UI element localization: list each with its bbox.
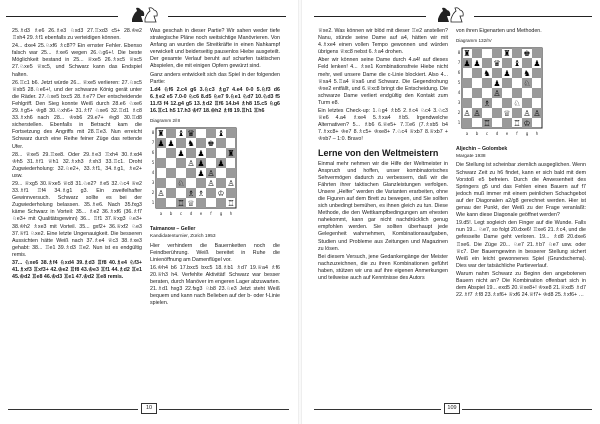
page-number: 109 (444, 403, 460, 414)
svg-text:3: 3 (457, 100, 461, 106)
chess-piece: ♜ (503, 49, 511, 59)
chess-piece: ♘ (513, 99, 521, 109)
diagram-label: Diagramm 132/IV (456, 38, 492, 44)
chess-piece: ♗ (197, 189, 205, 199)
paragraph: 28... ♕xe5 29.♖xe8. Oder 29.♗e3 ♖xh4 30.♗xd4 ♔h5 31.♗f1 ♕h1 32.♗xh3 ♗xh3 33.♖c1. Droht Zugwiederholung: 32.♘e2+, 33.♗f1, 34.♗g1, ♗e2+ usw. (12, 151, 142, 179)
paragraph: 26.♖c1 b6. Jetzt würde 26... ♕xe5 verlieren: 27.♘xc5 ♕xb5 28.♘e6+!, und der schwarze König gerät unter die Räder. 27.♘xe5 bxc5 28.♗e7? Der entscheidende Fehlgriff. Den Sieg konnte Weiß durch 28.e6 ♘xe6 29.♗g5+ ♔g8 30.♘xh6+ 31.♗f7 ♘xe6 32.♖d1 ♗c8 33.♗xh6 nach 28... ♔xb6 29.e7+ ♔g8 30.♖d8 sicherstellen. Ebenfalls in Betracht kam die Fortsetzung des Angriffs mit 28.♖e3. Nun erreicht Schwarz durch eine Reihe feiner Züge das rettende Ufer. (12, 79, 142, 150)
header-rule-left (314, 16, 426, 17)
header-rule-left (6, 16, 118, 17)
paragraph: 16.♔h4 b6 17.bxc5 bxc5 18.♗b1 ♗d7 19.♕a4 ♗f6 20.♕h3 h4. Verfehlte Aktivität! Schwarz war besser beraten, durch Manöver im engeren Lager abzuwarten. 21.♗d1 hxg3 22.fxg3 ♘b8 23.♘e3 Jetzt steht Weiß bequem und kann nach Belieben auf der b- oder f-Linie spielen. (150, 264, 280, 307)
header-rule-right (474, 16, 592, 17)
svg-text:a: a (159, 211, 163, 217)
chess-piece: ♟ (197, 169, 205, 179)
page-number: 10 (141, 403, 157, 414)
move-list: 1.d4 ♘f6 2.c4 g6 3.♘c3 ♗g7 4.e4 0-0 5.♘f3 d6 6.♗e2 e5 7.0-0 ♘c6 8.d5 ♘e7 9.♘e1 ♘d7 10.♘d3 f5 11.f3 f4 12.g4 g5 13.♗d2 ♖f6 14.b4 ♗h8 15.c5 ♘g6 16.♖c1 h5 17.h3 ♔f7 18.♔h2 ♗f8 19.♖h1 ♖h6 (150, 86, 280, 115)
svg-text:3: 3 (151, 180, 155, 186)
chess-piece: ♙ (187, 159, 195, 169)
chess-piece: ♖ (483, 119, 491, 129)
svg-text:1: 1 (457, 120, 461, 126)
chess-piece: ♙ (533, 109, 541, 119)
knight-logo-icon (128, 4, 158, 24)
chess-piece: ♞ (523, 69, 531, 79)
paragraph: Warum nahm Schwarz zu Beginn den angebotenen Bauern nicht an? Die Kombination offenbart sich in dem Abspiel 19... exd5 20.♕xe8+! ♔xe8 21.♕xd5 ♗d7 22.♗f7 ♗f8 23.♗xf6+ ♕xf6 24.♕f7+ ♔d8 25.♗xf6+ … (456, 270, 586, 299)
chessboard (150, 126, 242, 222)
chess-piece: ♖ (177, 199, 185, 209)
svg-text:c: c (485, 131, 489, 137)
footer-rule (8, 409, 138, 410)
chess-piece: ♕ (503, 109, 511, 119)
chess-piece: ♟ (177, 149, 185, 159)
chess-piece: ♘ (177, 179, 185, 189)
chess-piece: ♚ (207, 139, 215, 149)
chess-piece: ♝ (177, 129, 185, 139)
chess-piece: ♞ (483, 69, 491, 79)
chess-diagram (456, 46, 586, 160)
right-column-1 (318, 28, 448, 283)
svg-text:7: 7 (457, 60, 461, 66)
svg-text:h: h (229, 211, 233, 217)
left-column-2 (150, 28, 280, 308)
paragraph: ♕xe2. Was können wir blöd mit dieser ♖e2 anstellen? Nanu, stünde seine Dame auf a4, hätten wir mit 4.♗xe4 einen vollen Tempo gewonnen und würden übrigens ♕xc8 nebst 6.♗a4 drohen. (318, 28, 448, 56)
left-column-1 (12, 28, 142, 282)
svg-text:e: e (505, 131, 509, 137)
svg-text:d: d (495, 131, 499, 137)
chess-piece: ♛ (187, 129, 195, 139)
footer-rule (314, 409, 441, 410)
paragraph: Einmal mehr nehmen wir die Hilfe der Weltmeister in Anspruch und hoffen, unser kombinatorisches Sehvermögen dadurch zu verbessern, daß wir die Fährten ihrer taktischen Glanzleistungen verfolgen. Unsere „Helfer“ werden die Varianten erarbeiten, ohne die Figuren auf dem Brett zu bewegen, und Sie sollten sich unbedingt bemühen, es ihnen gleich zu tun. Diese Methode, die den Wettkampfbedingungen am ehesten nahekommt, kann gar nicht nachdrücklich genug empfohlen werden. Sie sollten überhaupt jede Gelegenheit wahrnehmen, Kombinationsaufgaben, Studien und Probleme aus Zeitungen und Magazinen zu lösen. (318, 160, 448, 252)
paragraph: Hier verhindern die Bauernketten noch die Feindberührung. Weiß bereitet in Ruhe die Linienöffnung am Damenflügel vor. (150, 242, 280, 263)
chess-piece: ♔ (523, 119, 531, 129)
svg-text:5: 5 (151, 160, 155, 166)
chess-piece: ♜ (463, 49, 471, 59)
svg-text:f: f (516, 131, 518, 137)
chess-piece: ♟ (217, 159, 225, 169)
footer-rule (159, 409, 289, 410)
paragraph: 29... ♕xg5 30.♕xe5 ♕c8 31.♘e2? ♗e5 32.♘c4 ♕e2 33.♗f1 ♖f4 34.♗g1 g3. Ein zweifelhafter Gewinnversuch. Schwarz sollte es bei der Zugwiederholung belassen. 35.♗e6. Nach 35.fxg3 käme Schwarz in Vorteil: 35... ♗e2 36.♗xf6 (36.♗f7 ♘e3+ mit Qualitätsgewinn) 36... ♖f1 37.♕xg3 ♘e3+ 38.♔h2 ♗xe3 mit Vorteil. 35... gxf2+ 36.♕xf2 ♘e3 37.♕f1 ♘xe2. Eine letzte Ungenauigkeit. Die besseren Aussichten hätte Weiß nach 37.♗e4 ♕c3 38.♗xe3 gehabt: 38... ♖e1 39.♗d3 ♖e2. Nun ist es endgültig remis. (12, 180, 142, 258)
svg-text:4: 4 (457, 90, 461, 96)
chess-piece: ♟ (463, 59, 471, 69)
right-column-2 (456, 28, 586, 300)
svg-text:b: b (169, 211, 173, 217)
chessboard (456, 46, 548, 142)
chess-piece: ♙ (157, 189, 165, 199)
chess-piece: ♚ (523, 49, 531, 59)
svg-text:7: 7 (151, 140, 155, 146)
chess-piece: ♟ (197, 159, 205, 169)
svg-text:d: d (189, 211, 193, 217)
svg-text:2: 2 (457, 110, 461, 116)
chess-piece: ♙ (227, 179, 235, 189)
chess-piece: ♟ (157, 139, 165, 149)
chess-piece: ♖ (513, 119, 521, 129)
paragraph: Was geschah in dieser Partie? Wir sahen weder tiefe strategische Pläne noch weitsichtige Manövrieren. Von Anfang an wurden die Streitkräfte in einen Nahkampf verwickelt und beiderseitig pausenlos Hiebe ausgeteilt. Der gesamte Verlauf beruht auf scharfen taktischen Abspielen, die mit einigen Opfern gewürzt sind. (150, 28, 280, 70)
paragraph: Bei diesem Versuch, jene Gedankengänge der Meister nachzuzeichnen, die zu ihren Kombinationen geführt haben, stützen wir uns auf ihre eigenen Anmerkungen und teilweise auch auf Kenntnisse des Autors (318, 253, 448, 281)
svg-text:g: g (525, 131, 529, 137)
board-title: Aljechin – Golombek (456, 146, 508, 153)
chess-piece: ♗ (187, 189, 195, 199)
paragraph: Ein letztes Check-up: 1.♘g4 ♗b5 2.♗c4 ♘c4 3.♘c3 ♕e6 4.a4 ♗xe4 5.♗xa4 ♗b5. Irgendwelche Alternativen? 5... ♗b6 6.♕e5+ 7.♖e6 (7.♗xb5 b4 7.♗xc8+ ♔e7 8.♗c5+ ♔xe8+ 7.♘c4 ♕xb7 8.♕xb7 + ♔xb7 – 1:0. Bravo! (318, 108, 448, 143)
chess-diagram (150, 126, 280, 240)
svg-text:c: c (179, 211, 183, 217)
svg-text:f: f (210, 211, 212, 217)
chess-piece: ♟ (473, 59, 481, 69)
board-subtitle: Margate 1938 (456, 154, 486, 160)
svg-text:5: 5 (457, 80, 461, 86)
chess-piece: ♗ (483, 99, 491, 109)
svg-text:h: h (535, 131, 539, 137)
svg-text:g: g (219, 211, 223, 217)
chess-piece: ♙ (493, 89, 501, 99)
chess-piece: ♖ (227, 199, 235, 209)
chess-piece: ♟ (503, 69, 511, 79)
svg-text:6: 6 (151, 150, 155, 156)
board-subtitle: Kandidatenturnier, Zürich 1953 (150, 234, 216, 240)
footer-rule (462, 409, 592, 410)
chess-piece: ♙ (463, 109, 471, 119)
chess-piece: ♙ (523, 109, 531, 119)
svg-text:8: 8 (457, 50, 461, 56)
chess-piece: ♝ (217, 129, 225, 139)
section-heading: Lerne von den Weltmeistern (318, 147, 439, 158)
svg-text:2: 2 (151, 190, 155, 196)
svg-text:a: a (465, 131, 469, 137)
chess-piece: ♜ (157, 129, 165, 139)
svg-text:4: 4 (151, 170, 155, 176)
chess-piece: ♝ (513, 59, 521, 69)
chess-piece: ♕ (187, 199, 195, 209)
chess-piece: ♜ (227, 149, 235, 159)
paragraph: Die Stellung ist scheinbar ziemlich ausgeglichen. Wenn Schwarz Zeit zu h6 findet, kann er sich bald mit dem Vorstoß e5 befreien. Durch die Anwesenheit des Springers g5 und das Fehlen eines Bauern auf f7 jedoch muß immer mit einem peinlichen Schachgebot auf der Diagonalen a2/g8 gerechnet werden. Hier ist genau der Punkt, der Weiß zu der Frage veranlaßt: Wie kann diese Diagonale geöffnet werden? (456, 162, 586, 219)
svg-text:1: 1 (151, 200, 155, 206)
paragraph: 19.d5!. Legt sogleich den Finger auf die Wunde. Falls nun 19... ♘e7, so folgt 20.dxe6! ♖xe6 21.♗c4, und die gefesselte Dame geht verloren. 19... ♗d8 20.dxe6 ♖xe6. Die Züge 20... ♘e7 21.♗b7 ♘e7 usw. oder ♕c7. Der Bauerngewinn in besserer Stellung sichert Weiß ein leicht gewonnenes Spiel (Grundschema). Dies war der tatsächliche Partieverlauf. (456, 220, 586, 269)
right-page (304, 0, 600, 424)
diagram-label: Diagramm 2/III (150, 118, 181, 124)
chess-piece: ♔ (217, 189, 225, 199)
header-rule-right (168, 16, 286, 17)
paragraph: Aber wir können seine Dame durch 4.a4! auf dieses Feld lenken! 4... ♗xe1 Kombinationsfreie Hiebe nicht mehr, weil unsere Dame die c-Linie blockiert. Also 4... ♕xa4 5.♖a4 ♕xa6 und Schwarz. Die Gegendrohung ♔xe2 entfällt, und 6.♕xc8 bringt die Entscheidung. Die schwarze Dame verliert endgültig den Kontakt zum Turm e8. (318, 57, 448, 106)
book-gutter (298, 0, 302, 424)
paragraph: 37... ♘xe6 38.♗f4 ♘xd4 39.♗d3 ♖f8 40.♗e4 ♘f3+ 41.♗xf3 ♖xf3+ 42.♔e2 ♖f8 43.♔e3 ♖f1 44.♗d2 ♖e1 45.♔d2 ♖e8 46.♔d3 ♖e1 47.♔d2 ♖e8 remis. (12, 260, 142, 281)
chess-piece: ♟ (493, 79, 501, 89)
chess-piece: ♞ (187, 139, 195, 149)
board-title: Taimanow – Geller (150, 226, 196, 233)
chess-piece: ♙ (207, 179, 215, 189)
chess-piece: ♟ (533, 59, 541, 69)
paragraph: Ganz anders entwickelt sich das Spiel in der folgenden Partie: (150, 71, 280, 85)
chess-piece: ♟ (197, 149, 205, 159)
chess-piece: ♙ (207, 169, 215, 179)
paragraph: von ihren Eigenarten und Methoden. (456, 28, 542, 34)
svg-text:b: b (475, 131, 479, 137)
chess-piece: ♟ (167, 139, 175, 149)
knight-logo-icon (434, 4, 464, 24)
chess-piece: ♙ (473, 109, 481, 119)
chess-piece: ♛ (493, 59, 501, 69)
paragraph: 24... dxe4 25.♘xf6 ♗c8?? Ein ernster Fehler. Ebenso falsch war 25... ♗xe6 wegen 26.♘g6+!. Die beste Möglichkeit bestand in 25... ♕xe5 26.♗xc5 ♕xc5 27.♘xe5 ♕xc5, und Schwarz kann das Endspiel halten. (12, 43, 142, 78)
chess-piece: ♘ (523, 79, 531, 89)
paragraph: 25.♗d3 ♗e6 26.♗e3 ♘xd3 27.♖xd3 c5+ 28.♔e2 ♖xh4 29.♗f1 ebenfalls zu verteidigen können. (12, 28, 142, 42)
svg-text:6: 6 (457, 70, 461, 76)
svg-text:e: e (199, 211, 203, 217)
left-page (0, 0, 296, 424)
svg-text:8: 8 (151, 130, 155, 136)
